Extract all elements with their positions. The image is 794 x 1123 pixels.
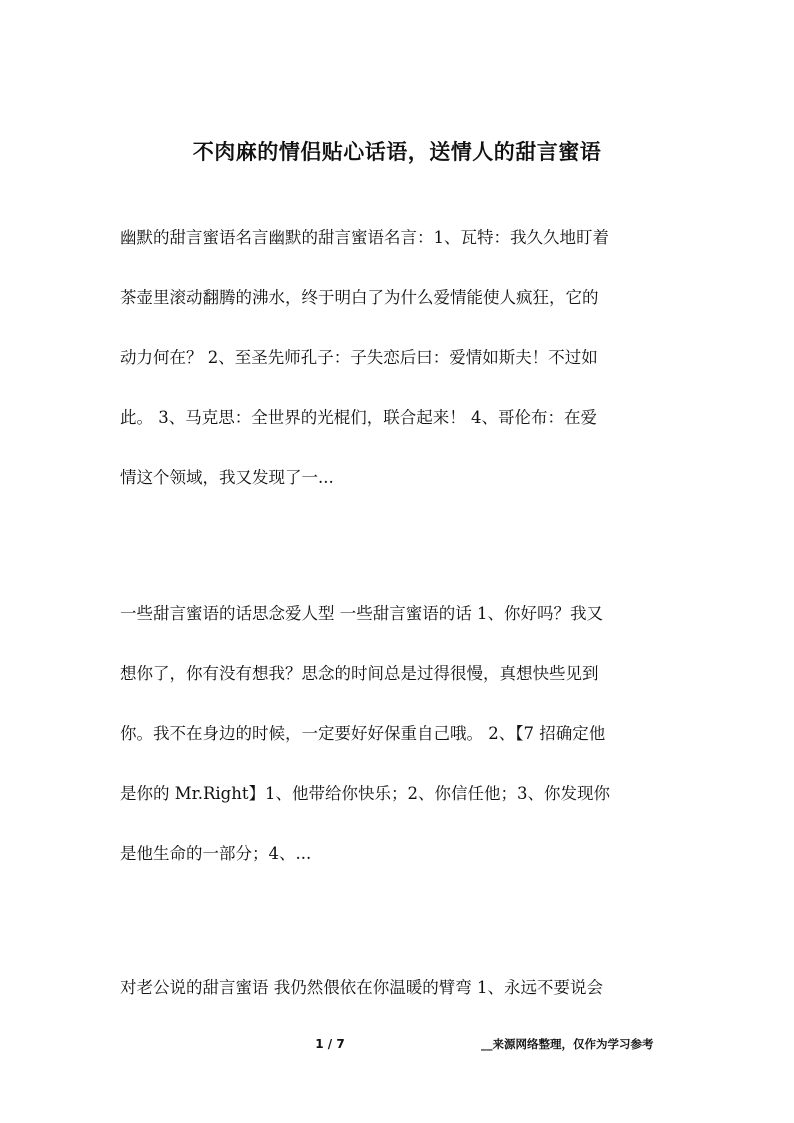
text-line: 想你了，你有没有想我？思念的时间总是过得很慢，真想快些见到: [120, 664, 599, 683]
paragraph-1: [120, 208, 680, 508]
footer-note: __来源网络整理，仅作为学习参考: [481, 1037, 654, 1051]
text-line: 动力何在？ 2、至圣先师孔子：子失恋后曰：爱情如斯夫！不过如: [120, 348, 598, 367]
paragraph-2: [120, 584, 680, 884]
paragraph-3: [120, 958, 680, 1018]
text-line: 幽默的甜言蜜语名言幽默的甜言蜜语名言：1、瓦特：我久久地盯着: [120, 228, 609, 247]
text-line: 情这个领域，我又发现了一...: [120, 468, 334, 487]
text-line: 是你的 Mr.Right】1、他带给你快乐；2、你信任他；3、你发现你: [120, 784, 610, 803]
text-line: 茶壶里滚动翻腾的沸水，终于明白了为什么爱情能使人疯狂，它的: [120, 288, 599, 307]
text-line: 对老公说的甜言蜜语 我仍然偎依在你温暖的臂弯 1、永远不要说会: [120, 978, 603, 997]
text-line: 一些甜言蜜语的话思念爱人型 一些甜言蜜语的话 1、你好吗？我又: [120, 604, 603, 623]
text-line: 此。 3、马克思：全世界的光棍们，联合起来！ 4、哥伦布：在爱: [120, 408, 597, 427]
document-title: 不肉麻的情侣贴心话语，送情人的甜言蜜语: [192, 139, 602, 164]
text-line: 你。我不在身边的时候，一定要好好保重自己哦。 2、【7 招确定他: [120, 724, 606, 743]
text-line: 是他生命的一部分；4、...: [120, 844, 312, 863]
page-number: 1 / 7: [315, 1037, 345, 1051]
